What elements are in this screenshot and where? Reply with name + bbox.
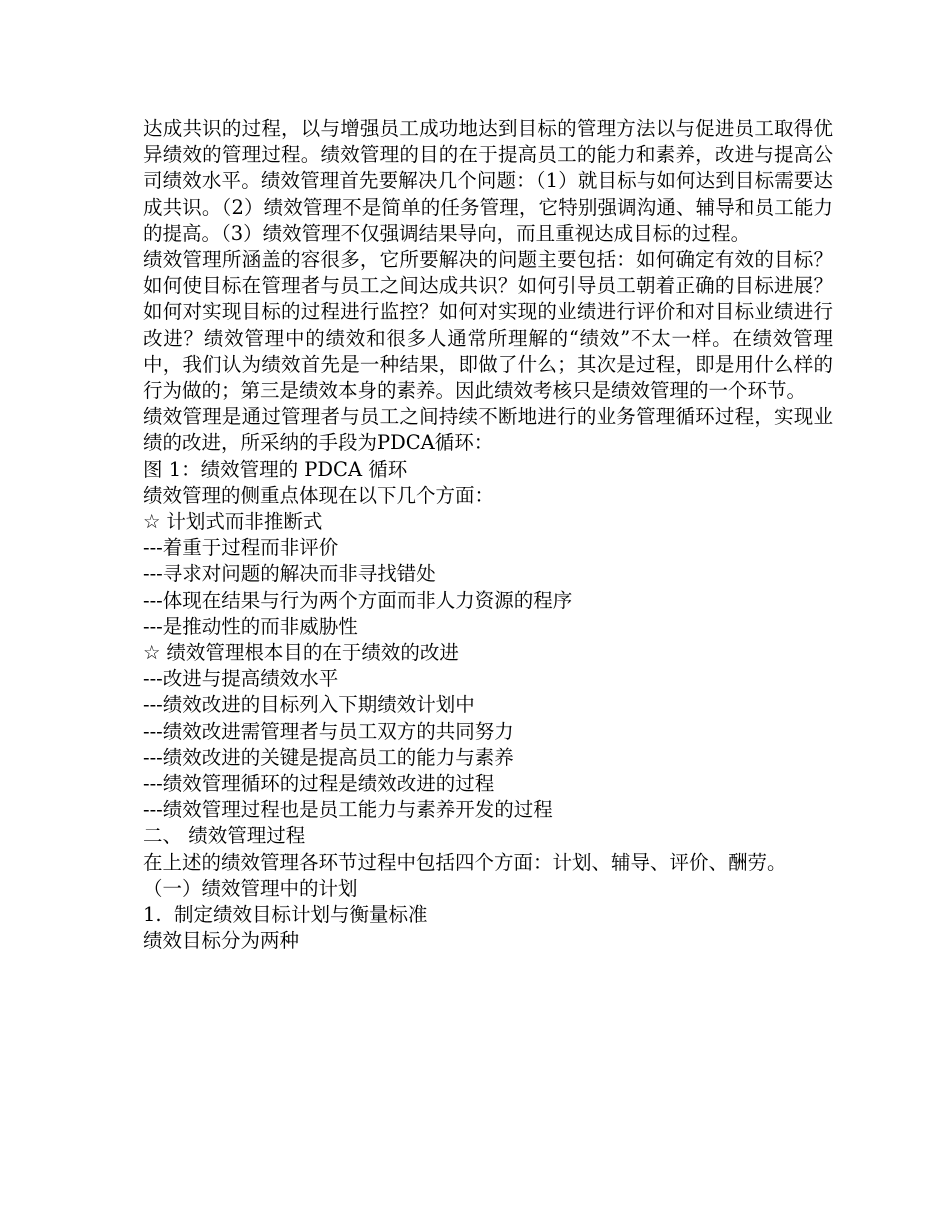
section1-heading — [143, 509, 833, 535]
list-item: ---着重于过程而非评价 — [143, 536, 339, 560]
list-item: ---绩效改进的关键是提高员工的能力与素养 — [143, 745, 514, 769]
list-item: ---绩效管理过程也是员工能力与素养开发的过程 — [143, 798, 553, 822]
document-body — [143, 116, 833, 955]
list-item: ---改进与提高绩效水平 — [143, 667, 339, 691]
list-item: ---寻求对问题的解决而非寻找错处 — [143, 562, 436, 586]
chapter2-heading: 二、 绩效管理过程 — [143, 824, 306, 848]
list-item: ---体现在结果与行为两个方面而非人力资源的程序 — [143, 588, 573, 612]
star-icon: ☆ — [143, 641, 161, 665]
item1-heading: 1. 制定绩效目标计划与衡量标准 — [143, 903, 428, 927]
list-item: ---绩效管理循环的过程是绩效改进的过程 — [143, 772, 495, 796]
subsection1-heading: （一）绩效管理中的计划 — [143, 876, 358, 900]
section2-heading — [143, 640, 833, 666]
chapter2-paragraph: 在上述的绩效管理各环节过程中包括四个方面：计划、辅导、评价、酬劳。 — [143, 850, 787, 874]
star-icon: ☆ — [143, 510, 161, 534]
paragraph-pdca: 绩效管理是通过管理者与员工之间持续不断地进行的业务管理循环过程，实现业绩的改进，所采纳的手段为PDCA循环： — [143, 405, 833, 455]
list-item: ---绩效改进需管理者与员工双方的共同努力 — [143, 719, 514, 743]
section2-heading-text: 绩效管理根本目的在于绩效的改进 — [166, 641, 459, 665]
list-item: ---绩效改进的目标列入下期绩效计划中 — [143, 693, 475, 717]
paragraph-scope: 绩效管理所涵盖的容很多，它所要解决的问题主要包括：如何确定有效的目标？如何使目标在管理者与员工之间达成共识？如何引导员工朝着正确的目标进展？如何对实现目标的过程进行监控？如何对实现的业绩进行评价和对目标业绩进行改进？绩效管理中的绩效和很多人通常所理解的“绩效”不太一样。在绩效管理中，我们认为绩效首先是一种结果，即做了什么；其次是过程，即是用什么样的行为做的；第三是绩效本身的素养。因此绩效考核只是绩效管理的一个环节。 — [143, 248, 833, 403]
list-item: ---是推动性的而非威胁性 — [143, 614, 358, 638]
section1-heading-text: 计划式而非推断式 — [166, 510, 323, 534]
focus-intro: 绩效管理的侧重点体现在以下几个方面： — [143, 483, 495, 507]
last-line: 绩效目标分为两种 — [143, 929, 300, 953]
paragraph-intro: 达成共识的过程，以与增强员工成功地达到目标的管理方法以与促进员工取得优异绩效的管理过程。绩效管理的目的在于提高员工的能力和素养，改进与提高公司绩效水平。绩效管理首先要解决几个问题：（1）就目标与如何达到目标需要达成共识。（2）绩效管理不是简单的任务管理，它特别强调沟通、辅导和员工能力的提高。（3）绩效管理不仅强调结果导向，而且重视达成目标的过程。 — [143, 117, 833, 245]
figure-caption: 图 1：绩效管理的 PDCA 循环 — [143, 457, 408, 481]
